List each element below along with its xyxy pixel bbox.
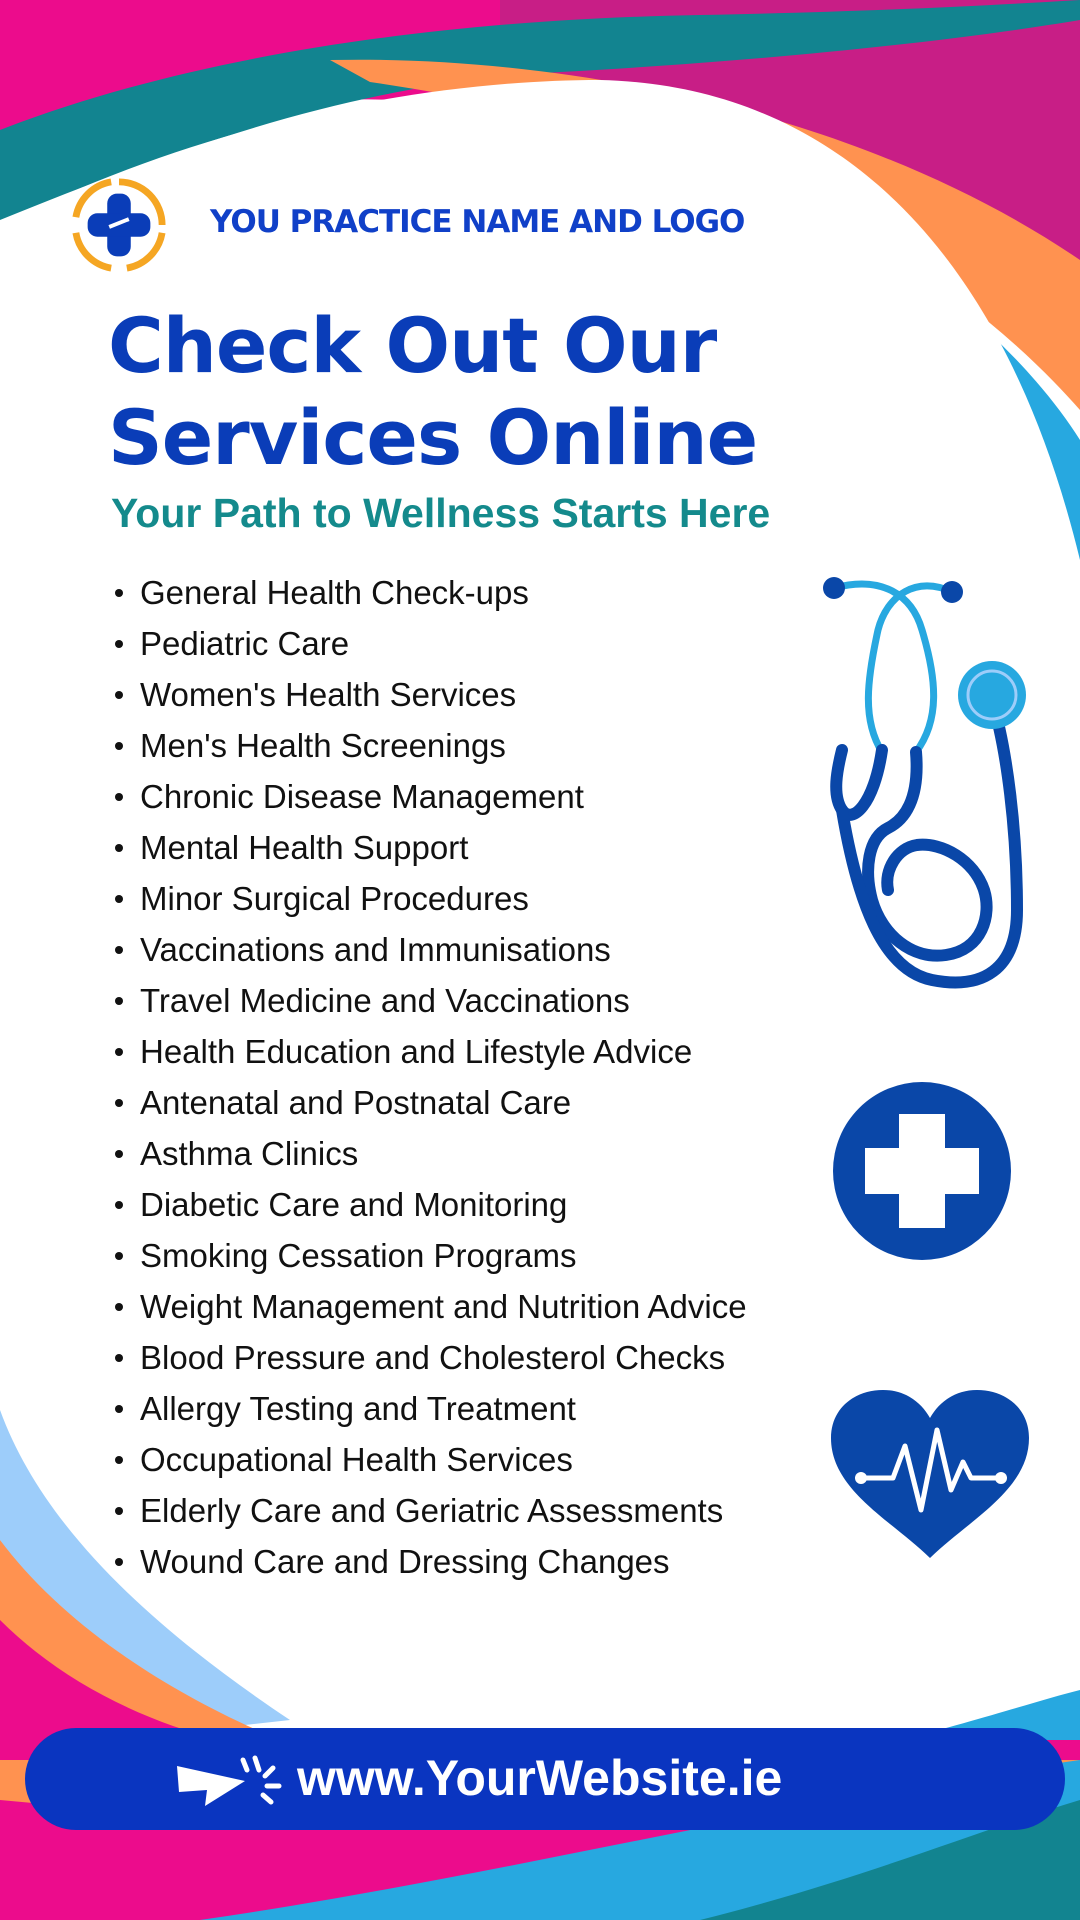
service-item xyxy=(111,1383,747,1434)
bullet xyxy=(115,1558,123,1566)
bullet xyxy=(115,1099,123,1107)
stethoscope-icon xyxy=(812,570,1032,1000)
service-label: Women's Health Services xyxy=(140,676,517,713)
bullet xyxy=(115,1507,123,1515)
medical-cross-icon xyxy=(833,1082,1011,1260)
bullet xyxy=(115,589,123,597)
bullet xyxy=(115,1201,123,1209)
service-label: Chronic Disease Management xyxy=(140,778,584,815)
bullet xyxy=(115,997,123,1005)
service-item xyxy=(111,1485,747,1536)
bullet xyxy=(115,793,123,801)
service-item xyxy=(111,1536,747,1587)
service-label: Allergy Testing and Treatment xyxy=(140,1390,576,1427)
bullet xyxy=(115,844,123,852)
tagline: Your Path to Wellness Starts Here xyxy=(111,490,771,536)
services-list xyxy=(111,567,747,1587)
service-label: Wound Care and Dressing Changes xyxy=(140,1543,670,1580)
heartbeat-icon xyxy=(831,1390,1029,1560)
website-link[interactable]: www.YourWebsite.ie xyxy=(297,1750,783,1806)
service-label: Men's Health Screenings xyxy=(140,727,506,764)
bullet xyxy=(115,640,123,648)
page-title xyxy=(108,300,757,484)
bullet xyxy=(115,1405,123,1413)
medical-cross-logo-icon xyxy=(70,176,168,274)
service-item xyxy=(111,1128,747,1179)
bullet xyxy=(115,946,123,954)
service-item xyxy=(111,1026,747,1077)
service-label: Travel Medicine and Vaccinations xyxy=(140,982,630,1019)
service-label: Smoking Cessation Programs xyxy=(140,1237,577,1274)
service-label: Antenatal and Postnatal Care xyxy=(140,1084,572,1121)
service-label: Diabetic Care and Monitoring xyxy=(140,1186,568,1223)
service-label: Mental Health Support xyxy=(140,829,469,866)
service-label: Occupational Health Services xyxy=(140,1441,573,1478)
bullet xyxy=(115,1252,123,1260)
service-label: General Health Check-ups xyxy=(140,574,529,611)
service-item xyxy=(111,822,747,873)
service-label: Vaccinations and Immunisations xyxy=(140,931,611,968)
bullet xyxy=(115,1150,123,1158)
bullet xyxy=(115,742,123,750)
bullet xyxy=(115,1354,123,1362)
service-item xyxy=(111,1281,747,1332)
website-button[interactable] xyxy=(25,1728,1065,1830)
service-item xyxy=(111,1077,747,1128)
service-label: Minor Surgical Procedures xyxy=(140,880,529,917)
page-title-line-2: Services Online xyxy=(108,393,758,482)
bullet xyxy=(115,1048,123,1056)
bullet xyxy=(115,1456,123,1464)
service-item xyxy=(111,1434,747,1485)
practice-name: YOU PRACTICE NAME AND LOGO xyxy=(210,204,745,240)
service-item xyxy=(111,771,747,822)
service-item xyxy=(111,873,747,924)
bullet xyxy=(115,691,123,699)
service-item xyxy=(111,567,747,618)
click-cursor-icon xyxy=(177,1748,299,1810)
bullet xyxy=(115,1303,123,1311)
service-label: Pediatric Care xyxy=(140,625,350,662)
service-label: Health Education and Lifestyle Advice xyxy=(140,1033,693,1070)
service-item xyxy=(111,720,747,771)
service-item xyxy=(111,924,747,975)
service-item xyxy=(111,1230,747,1281)
service-item xyxy=(111,1179,747,1230)
bullet xyxy=(115,895,123,903)
service-label: Elderly Care and Geriatric Assessments xyxy=(140,1492,724,1529)
service-item xyxy=(111,669,747,720)
page-title-line-1: Check Out Our xyxy=(108,301,717,390)
service-label: Blood Pressure and Cholesterol Checks xyxy=(140,1339,726,1376)
service-label: Weight Management and Nutrition Advice xyxy=(140,1288,747,1325)
service-label: Asthma Clinics xyxy=(140,1135,359,1172)
service-item xyxy=(111,975,747,1026)
service-item xyxy=(111,1332,747,1383)
service-item xyxy=(111,618,747,669)
